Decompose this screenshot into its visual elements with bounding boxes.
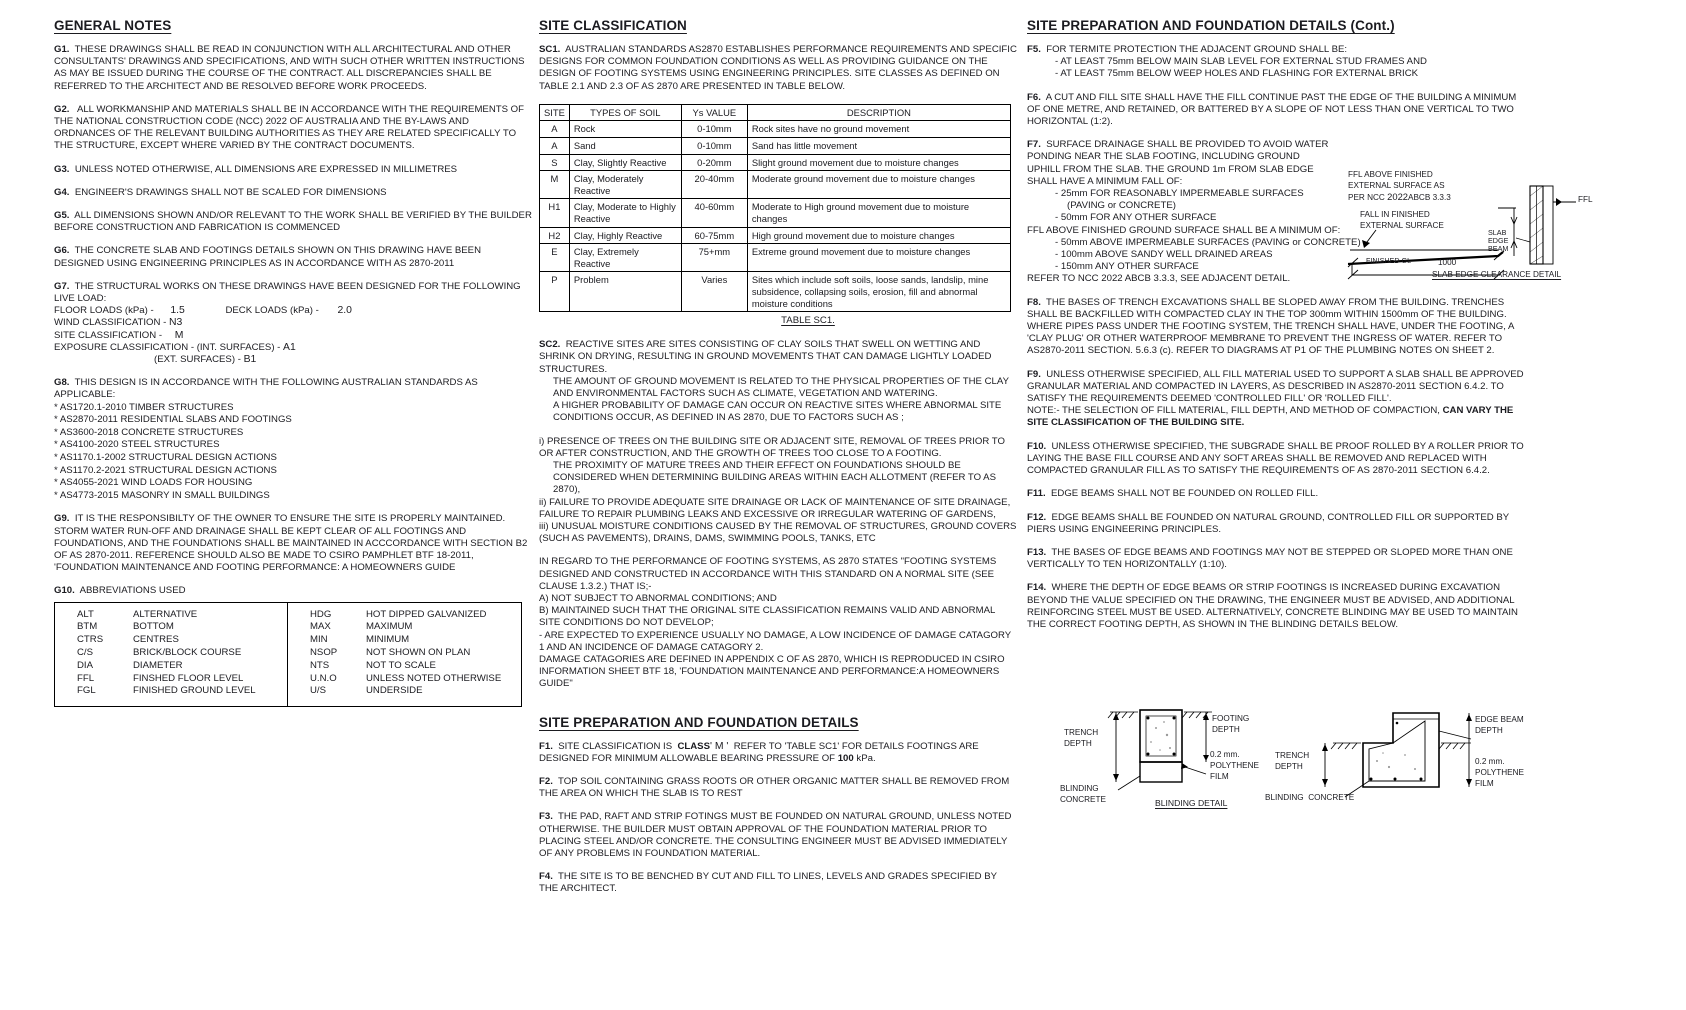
note-f2-text: TOP SOIL CONTAINING GRASS ROOTS OR OTHER ORGANIC MATTER SHALL BE REMOVED FROM THE AREA ON WHICH THE SLAB IS TO REST bbox=[539, 776, 1010, 800]
concrete-aggregate bbox=[1150, 721, 1171, 751]
note-g8 bbox=[54, 377, 532, 401]
g7-site-classification bbox=[54, 330, 532, 342]
table-row bbox=[540, 272, 1011, 312]
note-g10-tag: G10. bbox=[54, 585, 75, 597]
label-fall-1: FALL IN FINISHED bbox=[1360, 210, 1430, 219]
dim-tick-icon bbox=[1348, 270, 1358, 279]
note-g4-text: ENGINEER'S DRAWINGS SHALL NOT BE SCALED FOR DIMENSIONS bbox=[74, 186, 387, 198]
cell-ys: 0-20mm bbox=[681, 154, 747, 171]
note-f9 bbox=[1027, 369, 1527, 406]
site-classification-label: SITE CLASSIFICATION - bbox=[54, 329, 163, 341]
note-f14 bbox=[1027, 582, 1527, 631]
ground-hatch-right bbox=[1439, 743, 1471, 749]
note-g9 bbox=[54, 513, 532, 574]
note-f7-tag: F7. bbox=[1027, 139, 1041, 151]
note-f9-text: UNLESS OTHERWISE SPECIFIED, ALL FILL MATERIAL USED TO SUPPORT A SLAB SHALL BE APPROVED GRANULAR MATERIAL AND COMPACTED IN LAYERS, AS DESCRIBED IN AS2870-2011 SECTION 6.4.2. TO SATISFY THE REQUIREMENTS DEEMED 'CONTROLLED FILL' OR 'ROLLED FILL'. bbox=[1027, 368, 1524, 405]
cell-site: H2 bbox=[540, 227, 570, 244]
g7-floor-deck-loads bbox=[54, 305, 532, 317]
label-trench-depth-1: TRENCH bbox=[1275, 751, 1310, 760]
note-f10-text: UNLESS OTHERWISE SPECIFIED, THE SUBGRADE SHALL BE PROOF ROLLED BY A ROLLER PRIOR TO LAYING THE BASE FILL COURSE AND ANY SOFT AREAS SHALL BE REMOVED AND REPLACED WITH COMPACTED GRANULAR FILL AS TO SATISFY THE REQUIREMENTS OF AS 2870-2011 SECTION 6.4.2. bbox=[1027, 440, 1524, 477]
blinding-detail-right-diagram bbox=[1265, 705, 1555, 810]
blinding-detail-left-diagram bbox=[1020, 700, 1300, 810]
abbreviation-value: FINSHED FLOOR LEVEL bbox=[133, 672, 244, 684]
wind-classification-label: WIND CLASSIFICATION - bbox=[54, 317, 167, 329]
abbreviation-value: FINISHED GROUND LEVEL bbox=[133, 685, 256, 697]
note-g7 bbox=[54, 281, 532, 305]
arrow-down-icon bbox=[1203, 755, 1209, 761]
note-sc2-item-i-b: THE PROXIMITY OF MATURE TREES AND THEIR EFFECT ON FOUNDATIONS SHOULD BE CONSIDERED WHEN DETERMINING BUILDING AREAS WITHIN EACH ALLOTMENT (REFER TO AS 2870), bbox=[553, 459, 996, 496]
note-f7 bbox=[1027, 139, 1332, 188]
abbreviation-row bbox=[55, 634, 287, 647]
note-f13-text: THE BASES OF EDGE BEAMS AND FOOTINGS MAY NOT BE STEPPED OR SLOPED MORE THAN ONE VERTICALLY TO TEN HORIZONTALLY (1:10). bbox=[1027, 546, 1513, 571]
floor-loads-value: 1.5 bbox=[170, 305, 185, 317]
note-f3-tag: F3. bbox=[539, 811, 553, 823]
soil-classification-table bbox=[539, 104, 1011, 312]
wind-classification-value: N3 bbox=[168, 317, 183, 329]
note-f7-bullet-5: - 150mm ANY OTHER SURFACE bbox=[1055, 261, 1199, 273]
australian-standards-list bbox=[54, 402, 532, 503]
note-g1-tag: G1. bbox=[54, 44, 70, 55]
cell-ys: 75+mm bbox=[681, 244, 747, 272]
label-ffl-abcb: ABCB 3.3.3 bbox=[1408, 193, 1451, 202]
label-fall-2: EXTERNAL SURFACE bbox=[1360, 221, 1444, 230]
note-f5 bbox=[1027, 44, 1527, 56]
cell-soil: Clay, Extremely Reactive bbox=[569, 244, 681, 272]
note-f4 bbox=[539, 871, 1017, 895]
slab-edge-clearance-diagram bbox=[1340, 172, 1686, 282]
label-polythene-1: 0.2 mm. bbox=[1475, 757, 1505, 766]
abbreviation-value: BRICK/BLOCK COURSE bbox=[133, 647, 242, 659]
abbreviation-row bbox=[55, 660, 287, 673]
note-f1 bbox=[539, 741, 1017, 765]
exposure-external-value: B1 bbox=[243, 354, 257, 366]
abbreviation-row bbox=[55, 609, 287, 622]
note-f9-note bbox=[1027, 405, 1527, 429]
abbreviation-row bbox=[288, 609, 521, 622]
label-trench-depth-2: DEPTH bbox=[1064, 739, 1092, 748]
label-slab-3: BEAM bbox=[1488, 244, 1509, 253]
ffl-arrow-icon bbox=[1556, 198, 1562, 206]
abbreviations-right-column bbox=[288, 603, 521, 707]
note-sc2-p3: A HIGHER PROBABILITY OF DAMAGE CAN OCCUR ON REACTIVE SITES WHERE ABNORMAL SITE CONDITIONS OCCUR, AS DEFINED IN AS 2870, DUE TO FACTORS SUCH AS ; bbox=[553, 400, 1002, 424]
note-sc2-item-ii: ii) FAILURE TO PROVIDE ADEQUATE SITE DRAINAGE OR LACK OF MAINTENANCE OF SITE DRAINAGE, FAILURE TO REPAIR PLUMBING LEAKS AND EXCESSIVE OR IRREGULAR WATERING OF GARDENS, bbox=[539, 496, 1011, 520]
slab-edge-detail-caption: SLAB EDGE CLEARANCE DETAIL bbox=[1432, 270, 1562, 279]
abbreviation-key: DIA bbox=[77, 659, 93, 671]
note-f11-text: EDGE BEAMS SHALL NOT BE FOUNDED ON ROLLED FILL. bbox=[1051, 488, 1319, 500]
table-row bbox=[540, 154, 1011, 171]
note-sc2-tag: SC2. bbox=[539, 339, 561, 351]
general-notes-column bbox=[54, 18, 532, 707]
abbreviation-row bbox=[288, 673, 521, 686]
note-f1-pre: SITE CLASSIFICATION IS bbox=[558, 740, 673, 752]
abbreviation-row bbox=[288, 621, 521, 634]
note-g10-text: ABBREVIATIONS USED bbox=[79, 585, 186, 597]
abbreviation-key: MIN bbox=[310, 634, 328, 646]
note-g4 bbox=[54, 187, 532, 199]
column-header-types-of-soil: TYPES OF SOIL bbox=[569, 104, 681, 121]
note-f14-tag: F14. bbox=[1027, 582, 1047, 594]
arrow-up-icon bbox=[1322, 744, 1328, 751]
cell-site: S bbox=[540, 154, 570, 171]
abbreviation-key: NTS bbox=[310, 659, 330, 671]
slab-outline bbox=[1543, 186, 1553, 264]
cell-site: M bbox=[540, 171, 570, 199]
blinding-leader-line bbox=[1118, 776, 1140, 790]
abbreviation-row bbox=[288, 634, 521, 647]
note-f10-tag: F10. bbox=[1027, 440, 1047, 452]
note-g4-tag: G4. bbox=[54, 186, 70, 198]
table-row bbox=[540, 138, 1011, 155]
note-f2 bbox=[539, 776, 1017, 800]
label-trench-depth-2: DEPTH bbox=[1275, 762, 1303, 771]
note-sc2-dash: - ARE EXPECTED TO EXPERIENCE USUALLY NO DAMAGE, A LOW INCIDENCE OF DAMAGE CATAGORY 1 AND AN INCIDENCE OF DAMAGE CATAGORY 2. bbox=[539, 629, 1011, 653]
label-polythene-2: POLYTHENE bbox=[1475, 768, 1524, 777]
slab-label-leader bbox=[1516, 238, 1530, 242]
note-f3 bbox=[539, 811, 1017, 860]
note-f7-bullet-3: - 50mm ABOVE IMPERMEABLE SURFACES (PAVING or CONCRETE) bbox=[1055, 236, 1361, 248]
cell-site: A bbox=[540, 138, 570, 155]
table-row bbox=[540, 227, 1011, 244]
note-g3 bbox=[54, 164, 532, 176]
note-g5 bbox=[54, 210, 532, 234]
cell-soil: Rock bbox=[569, 121, 681, 138]
standard-item: * AS1720.1-2010 TIMBER STRUCTURES bbox=[54, 401, 234, 413]
note-f6-text: A CUT AND FILL SITE SHALL HAVE THE FILL CONTINUE PAST THE EDGE OF THE BUILDING A MINIMUM OF ONE METRE, AND RETAINED, OR BATTERED BY A SLOPE OF NOT LESS THAN ONE VERTICAL TO TWO HORIZONTAL (1:2). bbox=[1027, 91, 1517, 128]
label-ffl-year: 2022 bbox=[1387, 191, 1408, 202]
note-g6-tag: G6. bbox=[54, 245, 70, 257]
abbreviation-row bbox=[55, 673, 287, 686]
note-sc1 bbox=[539, 44, 1017, 93]
cell-soil: Clay, Slightly Reactive bbox=[569, 154, 681, 171]
abbreviation-row bbox=[288, 685, 521, 698]
cell-site: H1 bbox=[540, 199, 570, 227]
column-header-description: DESCRIPTION bbox=[747, 104, 1010, 121]
note-f9-tag: F9. bbox=[1027, 368, 1041, 380]
standard-item: * AS1170.2-2021 STRUCTURAL DESIGN ACTIONS bbox=[54, 464, 277, 476]
abbreviation-key: CTRS bbox=[77, 634, 104, 646]
label-footing-depth-1: FOOTING bbox=[1212, 714, 1250, 723]
abbreviation-key: FFL bbox=[77, 672, 95, 684]
note-f1-class-label: CLASS bbox=[677, 740, 710, 752]
note-f11 bbox=[1027, 488, 1527, 500]
note-f8-text: THE BASES OF TRENCH EXCAVATIONS SHALL BE SLOPED AWAY FROM THE BUILDING. TRENCHES SHALL BE BACKFILLED WITH COMPACTED CLAY IN THE TOP 300mm WITHIN 1500mm OF THE BUILDING. WHERE PIPES PASS UNDER THE FOOTING SYSTEM, THE TRENCH SHALL HAVE, UNDER THE FOOTING, A 'CLAY PLUG' OR OTHER WATERPROOF MEMBRANE TO PREVENT THE INGRESS OF WATER. REFER TO AS2870-2011 SECTION. 5.6.3 (c). REFER TO DIAGRAMS AT P1 OF THE PLUMBING NOTES ON SHEET 2. bbox=[1027, 296, 1514, 357]
note-f7-bullet-2: - 50mm FOR ANY OTHER SURFACE bbox=[1055, 212, 1217, 224]
table-row bbox=[540, 171, 1011, 199]
abbreviation-value: UNLESS NOTED OTHERWISE bbox=[366, 672, 502, 684]
polythene-film-leader bbox=[1439, 731, 1471, 739]
cell-ys: 0-10mm bbox=[681, 121, 747, 138]
abbreviation-value: UNDERSIDE bbox=[366, 685, 423, 697]
note-f1-pressure: 100 bbox=[837, 752, 854, 764]
abbreviation-key: MAX bbox=[310, 621, 331, 633]
cell-description: Slight ground movement due to moisture changes bbox=[747, 154, 1010, 171]
note-g3-tag: G3. bbox=[54, 163, 70, 175]
abbreviation-value: NOT SHOWN ON PLAN bbox=[366, 647, 471, 659]
table-caption bbox=[599, 315, 1017, 326]
note-g6-text: THE CONCRETE SLAB AND FOOTINGS DETAILS SHOWN ON THIS DRAWING HAVE BEEN DESIGNED USING ENGINEERING PRINCIPLES AS IN ACCORDANCE WITH AS 2870-2011 bbox=[54, 245, 482, 269]
abbreviation-key: FGL bbox=[77, 685, 96, 697]
abbreviation-key: NSOP bbox=[310, 647, 338, 659]
label-ffl-right: FFL bbox=[1578, 195, 1593, 204]
note-f9-note-pre: NOTE:- THE SELECTION OF FILL MATERIAL, FILL DEPTH, AND METHOD OF COMPACTION, bbox=[1027, 405, 1440, 417]
abbreviation-key: U.N.O bbox=[310, 672, 337, 684]
reinforcement-bars bbox=[1370, 722, 1423, 781]
exposure-internal-value: A1 bbox=[283, 341, 296, 353]
label-polythene-3: FILM bbox=[1475, 779, 1494, 788]
note-f13-tag: F13. bbox=[1027, 546, 1047, 558]
note-f6 bbox=[1027, 92, 1527, 129]
abbreviation-key: BTM bbox=[77, 621, 98, 633]
note-sc2-item-i: i) PRESENCE OF TREES ON THE BUILDING SITE OR ADJACENT SITE, REMOVAL OF TREES PRIOR TO OR AFTER CONSTRUCTION, AND THE GROWTH OF TREES TOO CLOSE TO A FOOTING. bbox=[539, 435, 1005, 459]
note-g8-text: THIS DESIGN IS IN ACCORDANCE WITH THE FOLLOWING AUSTRALIAN STANDARDS AS APPLICABLE: bbox=[54, 377, 478, 401]
standard-item: * AS1170.1-2002 STRUCTURAL DESIGN ACTIONS bbox=[54, 452, 277, 464]
note-sc2-b: B) MAINTAINED SUCH THAT THE ORIGINAL SITE CLASSIFICATION REMAINS VALID AND ABNORMAL SITE CONDITIONS DO NOT DEVELOP; bbox=[539, 605, 995, 629]
note-f1-post: REFER TO 'TABLE SC1' FOR DETAILS FOOTINGS ARE DESIGNED FOR MINIMUM ALLOWABLE BEARING PRESSURE OF bbox=[539, 740, 979, 764]
note-f12-tag: F12. bbox=[1027, 511, 1047, 523]
abbreviations-left-column bbox=[55, 603, 288, 707]
abbreviation-value: BOTTOM bbox=[133, 621, 174, 633]
page-title-site-classification: SITE CLASSIFICATION bbox=[539, 18, 687, 33]
note-g7-tag: G7. bbox=[54, 280, 70, 292]
note-f7-bullet-1: - 25mm FOR REASONABLY IMPERMEABLE SURFACES bbox=[1055, 188, 1304, 200]
note-f9-note-bold: CAN VARY THE SITE CLASSIFICATION OF THE BUILDING SITE. bbox=[1027, 405, 1514, 429]
label-ffl-above-3 bbox=[1348, 192, 1451, 204]
note-f5-bullet-2: - AT LEAST 75mm BELOW WEEP HOLES AND FLASHING FOR EXTERNAL BRICK bbox=[1055, 68, 1419, 80]
abbreviation-row bbox=[55, 685, 287, 698]
note-sc2-p2: THE AMOUNT OF GROUND MOVEMENT IS RELATED TO THE PHYSICAL PROPERTIES OF THE CLAY AND ENVIRONMENTAL FACTORS SUCH AS CLIMATE, VEGETATION AND WATERING. bbox=[553, 375, 1009, 399]
label-dimension-1000: 1000 bbox=[1438, 258, 1457, 267]
label-polythene-2: POLYTHENE bbox=[1210, 761, 1259, 770]
note-g9-tag: G9. bbox=[54, 513, 70, 525]
cell-soil: Clay, Moderately Reactive bbox=[569, 171, 681, 199]
abbreviation-key: U/S bbox=[310, 685, 326, 697]
note-f7-bullet-1b: (PAVING or CONCRETE) bbox=[1067, 200, 1176, 212]
ground-hatch-left bbox=[1108, 712, 1138, 718]
note-g3-text: UNLESS NOTED OTHERWISE, ALL DIMENSIONS ARE EXPRESSED IN MILLIMETRES bbox=[74, 163, 458, 175]
note-f4-tag: F4. bbox=[539, 871, 553, 883]
note-g1-text: THESE DRAWINGS SHALL BE READ IN CONJUNCTION WITH ALL ARCHITECTURAL AND OTHER CONSULTANTS' DRAWINGS AND SPECIFICATIONS, AND WITH SUCH OTHER WRITTEN INSTRUCTIONS AS MAY BE ISSUED DURING THE COURSE OF THE CONTRACT. ALL DISCREPANCIES SHALL BE REFERRED TO THE ARCHITECT AND BE RESOLVED BEFORE WORK PROCEEDS. bbox=[54, 44, 525, 92]
abbreviations-table bbox=[54, 602, 522, 708]
abbreviation-value: DIAMETER bbox=[133, 659, 183, 671]
floor-loads-label: FLOOR LOADS (kPa) - bbox=[54, 305, 154, 317]
column-header-ys-value: Ys VALUE bbox=[681, 104, 747, 121]
note-f8 bbox=[1027, 297, 1527, 358]
note-sc2-regard: IN REGARD TO THE PERFORMANCE OF FOOTING SYSTEMS, AS 2870 STATES "FOOTING SYSTEMS DESIGNED AND CONSTRUCTED IN ACCORDANCE WITH THIS STANDARD ON A NORMAL SITE (SEE CLAUSE 1.3.2.) THAT IS;- bbox=[539, 556, 997, 592]
reinforcement-bars bbox=[1147, 717, 1176, 756]
deck-loads-value: 2.0 bbox=[337, 305, 352, 317]
note-f1-tag: F1. bbox=[539, 740, 553, 752]
table-caption-text: TABLE SC1. bbox=[781, 315, 835, 327]
standard-item: * AS2870-2011 RESIDENTIAL SLABS AND FOOTINGS bbox=[54, 414, 292, 426]
abbreviation-value: MINIMUM bbox=[366, 634, 410, 646]
site-classification-value: M bbox=[174, 329, 184, 341]
label-edge-beam-depth-2: DEPTH bbox=[1475, 726, 1503, 735]
exposure-classification-label: EXPOSURE CLASSIFICATION - (INT. SURFACES) - bbox=[54, 341, 281, 353]
label-slab-1: SLAB bbox=[1488, 228, 1507, 237]
column-header-site: SITE bbox=[540, 104, 570, 121]
note-g8-tag: G8. bbox=[54, 377, 70, 389]
standard-item: * AS3600-2018 CONCRETE STRUCTURES bbox=[54, 426, 244, 438]
table-row bbox=[540, 121, 1011, 138]
edge-beam-outline bbox=[1363, 713, 1439, 787]
arrow-down-icon bbox=[1322, 779, 1328, 786]
note-sc2-final: DAMAGE CATAGORIES ARE DEFINED IN APPENDIX C OF AS 2870, WHICH IS REPRODUCED IN CSIRO INFORMATION SHEET BTF 18, 'FOUNDATION MAINTENANCE AND PERFORMANCE:A HOMEOWNERS GUIDE" bbox=[539, 654, 1005, 690]
note-g5-text: ALL DIMENSIONS SHOWN AND/OR RELEVANT TO THE WORK SHALL BE VERIFIED BY THE BUILDER BEFORE CONSTRUCTION AND FABRICATION IS COMMENCED bbox=[54, 210, 532, 234]
cell-description: Moderate to High ground movement due to moisture changes bbox=[747, 199, 1010, 227]
page-title-site-preparation: SITE PREPARATION AND FOUNDATION DETAILS bbox=[539, 714, 859, 730]
arrow-down-icon bbox=[1466, 779, 1472, 786]
note-f8-tag: F8. bbox=[1027, 296, 1041, 308]
note-f1-unit: kPa. bbox=[856, 752, 876, 764]
abbreviation-value: HOT DIPPED GALVANIZED bbox=[366, 608, 487, 620]
cell-ys: 60-75mm bbox=[681, 227, 747, 244]
page-title-site-preparation-cont: SITE PREPARATION AND FOUNDATION DETAILS (Cont.) bbox=[1027, 18, 1395, 33]
note-f14-text: WHERE THE DEPTH OF EDGE BEAMS OR STRIP FOOTINGS IS INCREASED DURING EXCAVATION BEYOND THE VALUE SPECIFIED ON THE DRAWING, THE ENGINEER MUST BE ADVISED, AND ADDITIONAL REINFORCING STEEL MUST BE USED. ALTERNATIVELY, CONCRETE BLINDING MAY BE USED TO MAINTAIN THE CORRECT FOOTING DEPTH, AS SHOWN IN THE BLINDING DETAILS BELOW. bbox=[1027, 582, 1518, 630]
cell-soil: Sand bbox=[569, 138, 681, 155]
abbreviation-row bbox=[288, 647, 521, 660]
abbreviation-value: ALTERNATIVE bbox=[133, 608, 198, 620]
note-f12-text: EDGE BEAMS SHALL BE FOUNDED ON NATURAL GROUND, CONTROLLED FILL OR SUPPORTED BY PIERS USING ENGINEERING PRINCIPLES. bbox=[1027, 511, 1509, 535]
label-finished-gl: FINISHED GL bbox=[1366, 256, 1412, 265]
note-f6-tag: F6. bbox=[1027, 91, 1041, 103]
note-f13 bbox=[1027, 547, 1527, 571]
note-f12 bbox=[1027, 512, 1527, 536]
note-f4-text: THE SITE IS TO BE BENCHED BY CUT AND FILL TO LINES, LEVELS AND GRADES SPECIFIED BY THE ARCHITECT. bbox=[539, 871, 997, 895]
label-polythene-3: FILM bbox=[1210, 772, 1229, 781]
label-edge-beam-depth-1: EDGE BEAM bbox=[1475, 715, 1524, 724]
label-blinding-concrete: BLINDING CONCRETE bbox=[1265, 793, 1355, 802]
note-g9-text: IT IS THE RESPONSIBILTY OF THE OWNER TO ENSURE THE SITE IS PROPERLY MAINTAINED. STORM WATER RUN-OFF AND DRAINAGE SHALL BE KEPT CLEAR OF ALL FOOTINGS AND FOUNDATIONS, AND THE FOUNDATIONS SHALL BE MAINTAINED IN ACCCORDANCE WITH SECTION B2 OF AS 2870-2011. REFERENCE SHOULD ALSO BE MADE TO CSIRO PAMPHLET BTF 18-2011, 'FOUNDATION MAINTENANCE AND FOOTING PERFORMANCE: A HOMEOWNERS GUIDE bbox=[54, 513, 528, 574]
note-g1 bbox=[54, 44, 532, 93]
cell-site: P bbox=[540, 272, 570, 312]
label-footing-depth-2: DEPTH bbox=[1212, 725, 1240, 734]
note-g5-tag: G5. bbox=[54, 210, 70, 222]
note-f11-tag: F11. bbox=[1027, 488, 1046, 500]
abbreviation-value: MAXIMUM bbox=[366, 621, 413, 633]
abbreviation-key: ALT bbox=[77, 608, 94, 620]
cell-description: Sand has little movement bbox=[747, 138, 1010, 155]
note-sc2 bbox=[539, 339, 1017, 376]
note-f1-class-value: ' M ' bbox=[709, 740, 729, 752]
abbreviation-value: CENTRES bbox=[133, 634, 179, 646]
table-header-row bbox=[540, 104, 1011, 121]
arrow-down-icon bbox=[1113, 774, 1119, 781]
cell-site: A bbox=[540, 121, 570, 138]
label-ffl-above-1: FFL ABOVE FINISHED bbox=[1348, 170, 1433, 179]
standard-item: * AS4055-2021 WIND LOADS FOR HOUSING bbox=[54, 477, 253, 489]
reinforcement-cage bbox=[1146, 716, 1176, 756]
page-title-general-notes: GENERAL NOTES bbox=[54, 18, 172, 33]
deck-loads-label: DECK LOADS (kPa) - bbox=[225, 305, 319, 317]
g7-exposure-internal bbox=[54, 342, 532, 354]
site-classification-column bbox=[539, 18, 1017, 907]
label-trench-depth-1: TRENCH bbox=[1064, 728, 1099, 737]
note-g2-tag: G2. bbox=[54, 103, 70, 115]
cell-soil: Clay, Moderate to Highly Reactive bbox=[569, 199, 681, 227]
cell-description: High ground movement due to moisture changes bbox=[747, 227, 1010, 244]
cell-site: E bbox=[540, 244, 570, 272]
abbreviation-row bbox=[55, 621, 287, 634]
cell-soil: Problem bbox=[569, 272, 681, 312]
standard-item: * AS4100-2020 STEEL STRUCTURES bbox=[54, 439, 220, 451]
label-blinding-2: CONCRETE bbox=[1060, 795, 1106, 804]
blinding-detail-caption: BLINDING DETAIL bbox=[1155, 798, 1228, 808]
label-polythene-1: 0.2 mm. bbox=[1210, 750, 1240, 759]
cell-ys: 0-10mm bbox=[681, 138, 747, 155]
cell-description: Sites which include soft soils, loose sands, landslip, mine subsidence, collapsing soils, erosion, fill and abnormal moisture conditions bbox=[747, 272, 1010, 312]
standard-item: * AS4773-2015 MASONRY IN SMALL BUILDINGS bbox=[54, 489, 270, 501]
abbreviation-key: HDG bbox=[310, 608, 332, 620]
exposure-external-label: (EXT. SURFACES) - bbox=[154, 354, 241, 366]
blinding-concrete-block bbox=[1140, 762, 1182, 782]
table-row bbox=[540, 199, 1011, 227]
table-row bbox=[540, 244, 1011, 272]
label-ffl-ncc: PER NCC bbox=[1348, 193, 1385, 202]
note-f7-text: SURFACE DRAINAGE SHALL BE PROVIDED TO AVOID WATER PONDING NEAR THE SLAB FOOTING, INCLUDING GROUND UPHILL FROM THE SLAB. THE GROUND 1m FROM SLAB EDGE SHALL HAVE A MINIMUM FALL OF: bbox=[1027, 139, 1329, 187]
cell-ys: Varies bbox=[681, 272, 747, 312]
concrete-aggregate bbox=[1376, 752, 1416, 770]
note-sc1-tag: SC1. bbox=[539, 44, 561, 55]
cell-ys: 20-40mm bbox=[681, 171, 747, 199]
note-g7-text: THE STRUCTURAL WORKS ON THESE DRAWINGS HAVE BEEN DESIGNED FOR THE FOLLOWING LIVE LOAD: bbox=[54, 280, 521, 305]
note-f5-tag: F5. bbox=[1027, 44, 1041, 55]
note-f5-bullet-1: - AT LEAST 75mm BELOW MAIN SLAB LEVEL FOR EXTERNAL STUD FRAMES AND bbox=[1055, 56, 1427, 68]
note-f7-tail: REFER TO NCC 2022 ABCB 3.3.3, SEE ADJACENT DETAIL. bbox=[1027, 273, 1291, 285]
leader-arrow-icon bbox=[1362, 240, 1370, 248]
abbreviation-row bbox=[288, 660, 521, 673]
abbreviation-row bbox=[55, 647, 287, 660]
note-sc2-a: A) NOT SUBJECT TO ABNORMAL CONDITIONS; AND bbox=[539, 592, 777, 604]
note-f10 bbox=[1027, 441, 1527, 478]
site-preparation-cont-column bbox=[1027, 18, 1527, 642]
note-sc1-text: AUSTRALIAN STANDARDS AS2870 ESTABLISHES PERFORMANCE REQUIREMENTS AND SPECIFIC DESIGNS FOR COMMON FOUNDATION CONDITIONS AS WELL AS PROVIDING GUIDANCE ON THE DESIGN OF FOOTING SYSTEMS USING ENGINEERING PRINCIPLES. SITE CLASSES AS DEFINED ON TABLE 2.1 AND 2.3 OF AS 2870 ARE PRESENTED IN TABLE BELOW. bbox=[539, 44, 1017, 92]
g7-wind-classification bbox=[54, 317, 532, 329]
note-sc2-text: REACTIVE SITES ARE SITES CONSISTING OF CLAY SOILS THAT SWELL ON WETTING AND SHRINK ON DRYING, RESULTING IN GROUND MOVEMENTS THAT CAN DAMAGE LIGHTLY LOADED STRUCTURES. bbox=[539, 339, 992, 375]
cell-ys: 40-60mm bbox=[681, 199, 747, 227]
g7-exposure-external bbox=[54, 354, 532, 366]
note-g2 bbox=[54, 104, 532, 153]
note-f7-bullet-4: - 100mm ABOVE SANDY WELL DRAINED AREAS bbox=[1055, 249, 1273, 261]
abbreviation-key: C/S bbox=[77, 647, 93, 659]
label-slab-2: EDGE bbox=[1488, 236, 1509, 245]
ground-hatch-left bbox=[1331, 743, 1361, 749]
label-blinding-1: BLINDING bbox=[1060, 784, 1099, 793]
note-f3-text: THE PAD, RAFT AND STRIP FOTINGS MUST BE FOUNDED ON NATURAL GROUND, UNLESS NOTED OTHERWISE. THE BUILDER MUST OBTAIN APPROVAL OF THE FOUNDATION MATERIAL PRIOR TO PLACING STEEL AND/OR CONCRETE. THE CONSULTING ENGINEER MUST BE ADVISED IMMEDIATELY OF ANY PROBLEMS IN FOUNDATION MATERIAL. bbox=[539, 811, 1012, 860]
cell-soil: Clay, Highly Reactive bbox=[569, 227, 681, 244]
note-g2-text: ALL WORKMANSHIP AND MATERIALS SHALL BE IN ACCORDANCE WITH THE REQUIREMENTS OF THE NATIONAL CONSTRUCTION CODE (NCC) 2022 OF AUSTRALIA AND THE BY-LAWS AND ORDNANCES OF THE RELEVANT BUILDING AUTHORITIES AS THEY ARE RELATED SPECIFICALLY TO THE STRUCTURE, EXCEPT WHERE VARIED BY THE CONTRACT DOCUMENTS. bbox=[54, 103, 525, 152]
note-sc2-item-iii: iii) UNUSUAL MOISTURE CONDITIONS CAUSED BY THE REMOVAL OF STRUCTURES, GROUND COVERS (SUCH AS PAVEMENTS), DRAINS, DAMS, SWIMMING POOLS, TANKS, ETC bbox=[539, 520, 1017, 545]
note-f7-block bbox=[1027, 139, 1332, 224]
note-g10 bbox=[54, 585, 532, 597]
blinding-slope-line bbox=[1369, 721, 1425, 781]
cell-description: Moderate ground movement due to moisture changes bbox=[747, 171, 1010, 199]
note-f5-text: FOR TERMITE PROTECTION THE ADJACENT GROUND SHALL BE: bbox=[1046, 44, 1348, 55]
abbreviation-value: NOT TO SCALE bbox=[366, 659, 436, 671]
film-arrow-icon bbox=[1181, 763, 1188, 769]
cell-description: Extreme ground movement due to moisture changes bbox=[747, 244, 1010, 272]
arrow-up-icon bbox=[1466, 714, 1472, 721]
cell-description: Rock sites have no ground movement bbox=[747, 121, 1010, 138]
note-g6 bbox=[54, 245, 532, 269]
label-ffl-above-2: EXTERNAL SURFACE AS bbox=[1348, 181, 1445, 190]
note-f7-mid: FFL ABOVE FINISHED GROUND SURFACE SHALL BE A MINIMUM OF: bbox=[1027, 224, 1341, 236]
note-f2-tag: F2. bbox=[539, 776, 553, 788]
